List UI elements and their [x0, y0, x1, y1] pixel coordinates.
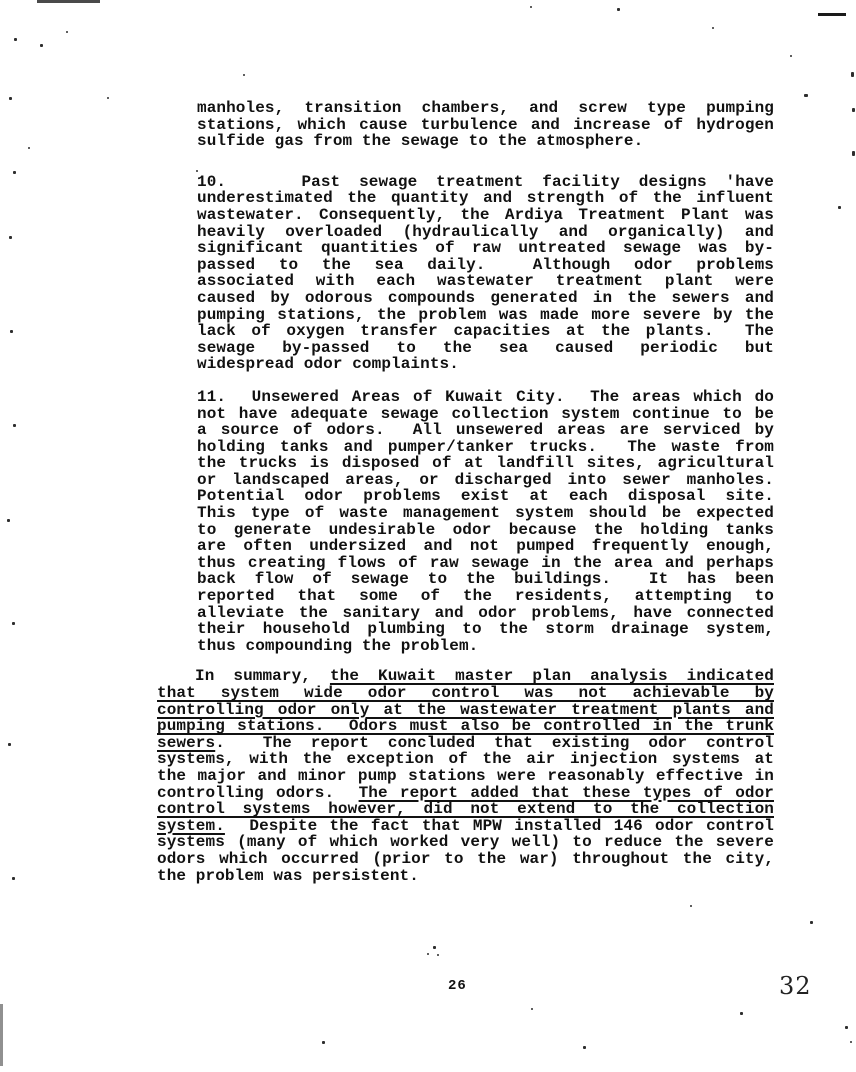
text-line — [197, 340, 774, 357]
scan-speck — [13, 171, 16, 174]
text-segment: or landscaped areas, or discharged into sewer manholes. — [197, 470, 774, 489]
text-line — [157, 735, 774, 752]
scan-speck — [804, 94, 808, 97]
text-segment: the major and minor pump stations were reasonably effective in — [157, 766, 774, 785]
text-segment: thus compounding the problem. — [197, 636, 479, 655]
text-line — [197, 323, 774, 340]
scan-speck — [433, 946, 436, 949]
text-segment: a source of odors. All unsewered areas are serviced by — [197, 421, 774, 440]
scan-speck — [617, 8, 620, 11]
text-segment: are often undersized and not pumped frequently enough, — [197, 537, 774, 556]
scan-speck — [530, 6, 532, 8]
scan-speck — [810, 921, 813, 924]
text-segment: Potential odor problems exist at each disposal site. — [197, 487, 774, 506]
scan-speck — [851, 72, 854, 77]
text-line — [197, 605, 774, 622]
text-line — [197, 422, 774, 439]
text-line — [197, 207, 774, 224]
scan-speck — [66, 31, 68, 33]
text-segment: odors which occurred (prior to the war) throughout the city, — [157, 849, 774, 868]
text-line — [197, 174, 774, 191]
text-line — [197, 505, 774, 522]
text-line — [197, 406, 774, 423]
scan-speck — [852, 151, 855, 156]
text-segment: the trucks is disposed of at landfill sites, agricultural — [197, 454, 774, 473]
text-line — [197, 273, 774, 290]
text-segment: In summary, — [195, 667, 330, 686]
text-segment: widespread odor complaints. — [197, 355, 459, 374]
scan-speck — [12, 877, 15, 880]
scan-speck — [28, 147, 30, 149]
document-body — [0, 100, 856, 884]
text-segment: not have adequate sewage collection system continue to be — [197, 404, 774, 423]
text-line — [197, 190, 774, 207]
underlined-text: The report added that these types of odor — [358, 783, 774, 802]
scan-speck — [196, 170, 198, 172]
text-segment: holding tanks and pumper/tanker trucks. The waste from — [197, 437, 774, 456]
underlined-text: pumping stations. Odors must also be controlled in the trunk — [157, 717, 774, 736]
text-segment: alleviate the sanitary and odor problems, have connected — [197, 603, 774, 622]
text-segment: stations, which cause turbulence and increase of hydrogen — [197, 115, 774, 134]
text-line — [157, 751, 774, 768]
page-number: 26 — [448, 978, 467, 994]
scan-speck — [690, 905, 692, 907]
text-line — [197, 488, 774, 505]
text-line — [157, 868, 774, 885]
text-line — [197, 133, 774, 150]
text-segment: passed to the sea daily. Although odor problems — [197, 255, 774, 274]
text-line — [157, 718, 774, 735]
text-line — [197, 439, 774, 456]
scan-mark-bar — [818, 13, 846, 16]
text-line — [197, 356, 774, 373]
text-segment: significant quantities of raw untreated sewage was by- — [197, 239, 774, 258]
text-segment: their household plumbing to the storm drainage system, — [197, 620, 774, 639]
text-segment: manholes, transition chambers, and screw type pumping — [197, 99, 774, 117]
text-line — [197, 621, 774, 638]
scan-mark-bar — [37, 0, 100, 3]
text-segment: the problem was persistent. — [157, 866, 419, 885]
text-segment: underestimated the quantity and strength of the influent — [197, 189, 774, 208]
scan-speck — [583, 1046, 586, 1049]
text-line — [157, 818, 774, 835]
text-line — [197, 389, 774, 406]
text-segment: This type of waste management system should be expected — [197, 504, 774, 523]
scan-speck — [107, 97, 109, 99]
text-segment: reported that some of the residents, attempting to — [197, 587, 774, 606]
text-segment: . The report concluded that existing odor control — [215, 733, 774, 752]
text-line — [157, 768, 774, 785]
text-segment: thus creating flows of raw sewage in the area and perhaps — [197, 553, 774, 572]
text-line — [157, 834, 774, 851]
scan-speck — [852, 108, 855, 112]
scan-speck — [740, 1012, 743, 1015]
text-line — [157, 685, 774, 702]
text-segment: systems (many of which worked very well) to reduce the severe — [157, 833, 774, 852]
text-segment: pumping stations, the problem was made more severe by the — [197, 305, 774, 324]
text-segment: systems, with the exception of the air injection systems at — [157, 750, 774, 769]
scan-mark-bar — [0, 1004, 3, 1066]
scan-speck — [14, 38, 17, 41]
text-line — [197, 307, 774, 324]
text-line — [197, 522, 774, 539]
scan-speck — [10, 330, 13, 333]
text-segment: back flow of sewage to the buildings. It has been — [197, 570, 774, 589]
text-line — [197, 224, 774, 241]
scan-speck — [790, 55, 792, 57]
scan-speck — [712, 27, 714, 29]
text-segment: sewage by-passed to the sea caused periodic but — [197, 338, 774, 357]
text-segment: 11. Unsewered Areas of Kuwait City. The areas which do — [197, 387, 774, 406]
scan-speck — [12, 622, 15, 625]
scan-speck — [40, 44, 43, 47]
paragraph-10 — [197, 174, 774, 373]
text-line — [197, 117, 774, 134]
scan-speck — [427, 953, 429, 955]
text-segment: sulfide gas from the sewage to the atmosphere. — [197, 132, 644, 151]
scan-speck — [437, 954, 439, 956]
stamp-page-number: 32 — [779, 972, 812, 1000]
text-line — [157, 702, 774, 719]
scan-speck — [13, 424, 16, 427]
scan-speck — [850, 1041, 852, 1043]
underlined-text: system. — [157, 816, 225, 835]
underlined-text: sewers — [157, 733, 216, 752]
text-segment: controlling odors. — [157, 783, 359, 802]
text-line — [197, 455, 774, 472]
underlined-text: that system wide odor control was not achievable by — [157, 684, 774, 702]
text-segment: wastewater. Consequently, the Ardiya Treatment Plant was — [197, 205, 774, 224]
text-line — [157, 785, 774, 802]
text-line — [157, 851, 774, 868]
scan-speck — [8, 743, 11, 746]
text-segment: lack of oxygen transfer capacities at the plants. The — [197, 322, 774, 341]
paragraph-continuation — [197, 100, 774, 150]
text-line — [197, 588, 774, 605]
paragraph-summary — [157, 668, 774, 884]
text-line — [197, 571, 774, 588]
text-segment: to generate undesirable odor because the holding tanks — [197, 520, 774, 539]
underlined-text: control systems however, did not extend to the collection — [157, 800, 774, 819]
text-line — [197, 240, 774, 257]
scan-speck — [7, 519, 10, 522]
text-segment: associated with each wastewater treatment plant were — [197, 272, 774, 291]
paragraph-11 — [197, 389, 774, 655]
text-line — [157, 801, 774, 818]
text-segment: 10. Past sewage treatment facility designs 'have — [197, 172, 774, 191]
scan-speck — [531, 1008, 533, 1010]
scan-speck — [322, 1041, 325, 1044]
scan-speck — [838, 206, 841, 209]
text-line — [197, 257, 774, 274]
text-segment: caused by odorous compounds generated in the sewers and — [197, 288, 774, 307]
text-line — [197, 538, 774, 555]
text-line — [197, 555, 774, 572]
scan-speck — [243, 74, 245, 76]
text-line — [157, 668, 774, 685]
text-segment: heavily overloaded (hydraulically and organically) and — [197, 222, 774, 241]
text-line — [197, 290, 774, 307]
underlined-text: controlling odor only at the wastewater treatment plants and — [157, 700, 774, 719]
text-line — [197, 472, 774, 489]
underlined-text: the Kuwait master plan analysis indicated — [329, 667, 774, 686]
text-line — [197, 100, 774, 117]
scan-speck — [845, 1026, 848, 1029]
scan-speck — [9, 236, 12, 239]
text-segment: Despite the fact that MPW installed 146 odor control — [224, 816, 774, 835]
text-line — [197, 638, 774, 655]
scan-speck — [9, 97, 12, 100]
